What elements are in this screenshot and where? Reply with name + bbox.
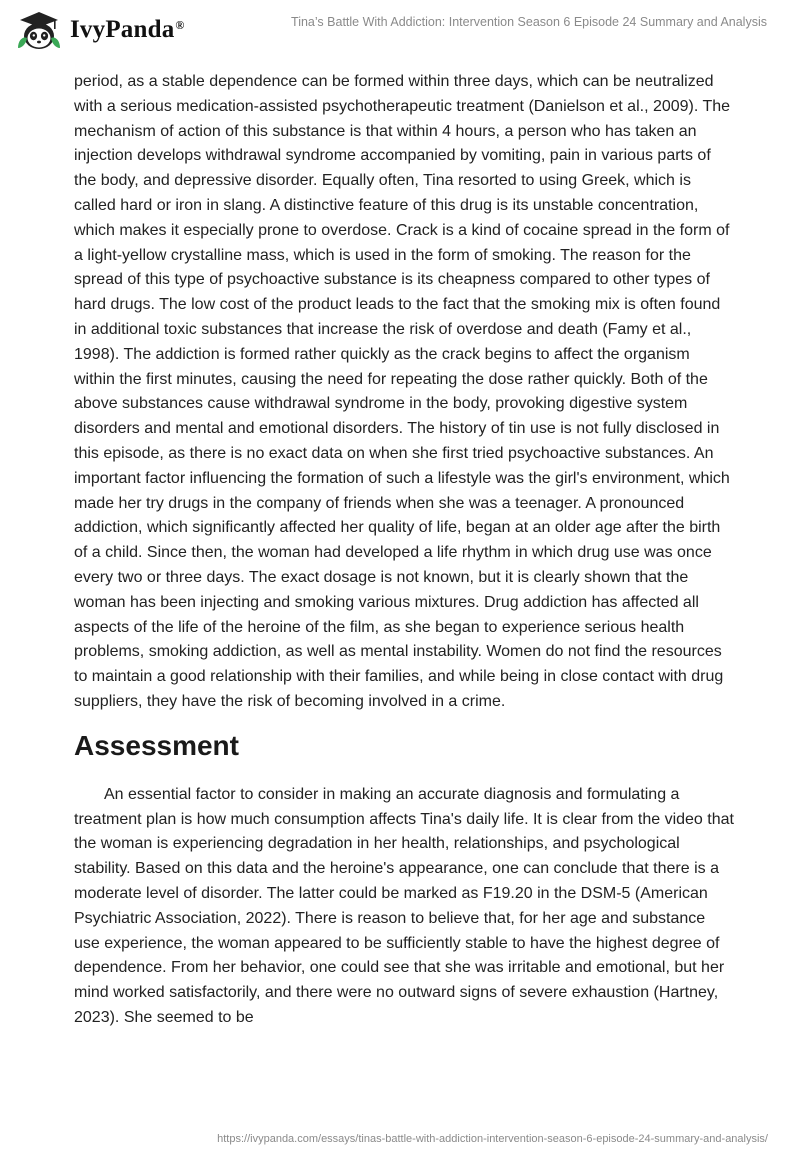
document-title: Tina’s Battle With Addiction: Intervention Season 6 Episode 24 Summary and Analysis (291, 15, 767, 29)
panda-graduate-icon (14, 8, 64, 52)
footer-url[interactable]: https://ivypanda.com/essays/tinas-battle-with-addiction-intervention-season-6-episode-24-summary-and-analysis/ (217, 1133, 768, 1145)
registered-mark: ® (175, 18, 185, 32)
ivypanda-logo-link[interactable] (14, 8, 185, 52)
brand-name: IvyPanda® (70, 16, 185, 43)
body-paragraph: period, as a stable dependence can be formed within three days, which can be neutralized with a serious medication-assisted psychotherapeutic treatment (Danielson et al., 2009). The mechanism of action of this substance is that within 4 hours, a person who has taken an injection develops withdrawal syndrome accompanied by vomiting, pain in various parts of the body, and depressive disorder. Equally often, Tina resorted to using Greek, which is called hard or iron in slang. A distinctive feature of this drug is its unstable concentration, which makes it especially prone to overdose. Crack is a kind of cocaine spread in the form of a light-yellow crystalline mass, which is used in the form of smoking. The reason for the spread of this type of psychoactive substance is its cheapness compared to other types of hard drugs. The low cost of the product leads to the fact that the smoking mix is often found in additional toxic substances that increase the risk of overdose and death (Famy et al., 1998). The addiction is formed rather quickly as the crack begins to affect the organism within the first minutes, causing the need for repeating the dose rather quickly. Both of the above substances cause withdrawal syndrome in the body, provoking digestive system disorders and mental and emotional disorders. The history of tin use is not fully disclosed in this episode, as there is no exact data on when she first tried psychoactive substances. An important factor influencing the formation of such a lifestyle was the girl's environment, which made her try drugs in the company of friends when she was a teenager. A pronounced addiction, which significantly affected her quality of life, began at an older age after the birth of a child. Since then, the woman had developed a life rhythm in which drug use was once every two or three days. The exact dosage is not known, but it is clearly shown that the woman has been injecting and smoking various mixtures. Drug addiction has affected all aspects of the life of the heroine of the film, as she began to experience serious health problems, smoking addiction, as well as mental instability. Women do not find the resources to maintain a good relationship with their families, and while being in close contact with drug suppliers, they have the risk of becoming involved in a crime. (74, 73, 731, 710)
body-paragraph: An essential factor to consider in making an accurate diagnosis and formulating a treatment plan is how much consumption affects Tina's daily life. It is clear from the video that the woman is experiencing degradation in her health, relationships, and psychological stability. Based on this data and the heroine's appearance, one can conclude that there is a moderate level of disorder. The latter could be marked as F19.20 in the DSM-5 (American Psychiatric Association, 2022). There is reason to believe that, for her age and substance use experience, the woman appeared to be sufficiently stable to have the highest degree of dependence. From her behavior, one could see that she was irritable and emotional, but her mind worked satisfactorily, and there were no outward signs of severe exhaustion (Hartney, 2023). She seemed to be (74, 785, 734, 1026)
section-heading-assessment: Assessment (74, 729, 239, 761)
page-header (0, 0, 800, 64)
essay-content (74, 70, 734, 1031)
